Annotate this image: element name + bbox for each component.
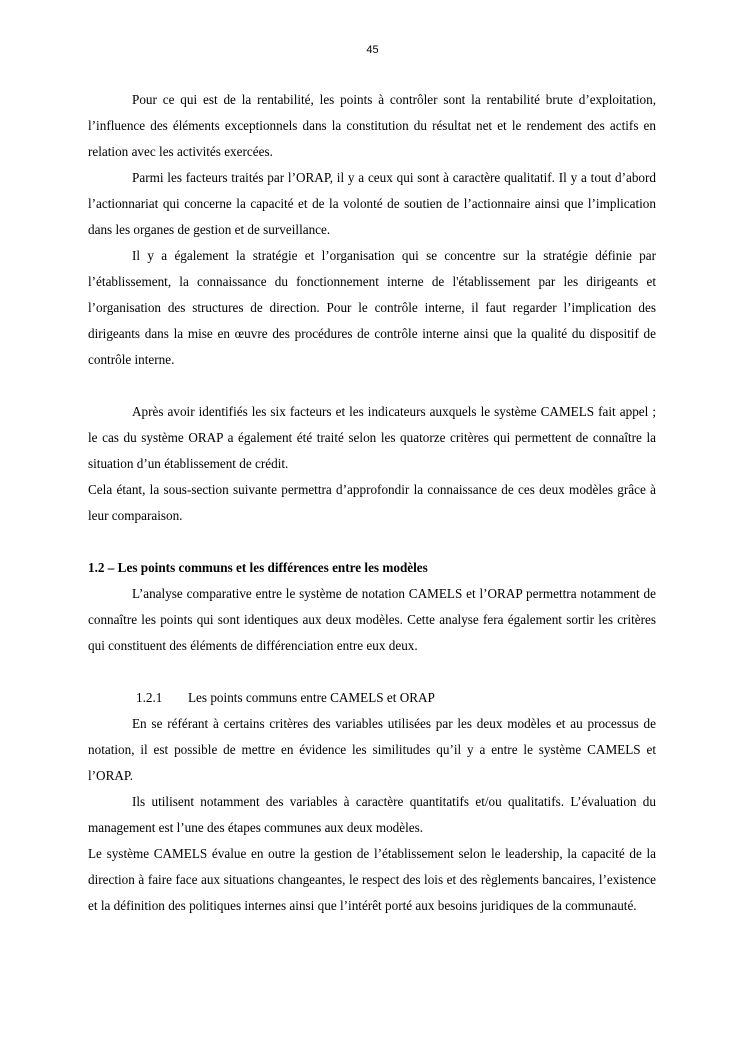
paragraph-gap xyxy=(88,529,656,555)
paragraph-strategie-organisation: Il y a également la stratégie et l’organisation qui se concentre sur la stratégie définie par l’établissement, la connaissance du fonctionnement interne de l'établissement par les dirigeants et l’organisation des structures de direction. Pour le contrôle interne, il faut regarder l’implication des dirigeants dans la mise en œuvre des procédures de contrôle interne ainsi que la qualité du dispositif de contrôle interne. xyxy=(88,248,656,367)
paragraph-evaluation-management: Le système CAMELS évalue en outre la gestion de l’établissement selon le leadership, la capacité de la direction à faire face aux situations changeantes, le respect des lois et des règlements bancaires, l’existence et la définition des politiques internes ainsi que l’intérêt porté aux besoins juridiques de la communauté. xyxy=(88,846,656,913)
paragraph-recapitulatif: Après avoir identifiés les six facteurs et les indicateurs auxquels le système CAMELS fait appel ; le cas du système ORAP a également été traité selon les quatorze critères qui permettent de connaître la situation d’un établissement de crédit. xyxy=(88,404,656,471)
page-number: 45 xyxy=(366,44,379,56)
subsection-number: 1.2.1 xyxy=(136,690,163,705)
paragraph-similitudes: En se référant à certains critères des variables utilisées par les deux modèles et au processus de notation, il est possible de mettre en évidence les similitudes qu’il y a entre le système CAMELS et l’ORAP. xyxy=(88,716,656,783)
paragraph-gap xyxy=(88,373,656,399)
document-body xyxy=(88,87,656,919)
paragraph-rentabilite: Pour ce qui est de la rentabilité, les points à contrôler sont la rentabilité brute d’exploitation, l’influence des éléments exceptionnels dans la constitution du résultat net et le rendement des actifs en relation avec les activités exercées. xyxy=(88,92,656,159)
paragraph-analyse-comparative: L’analyse comparative entre le système de notation CAMELS et l’ORAP permettra notamment de connaître les points qui sont identiques aux deux modèles. Cette analyse fera également sortir les critères qui constituent des éléments de différenciation entre eux deux. xyxy=(88,586,656,653)
paragraph-gap xyxy=(88,659,656,685)
section-heading: 1.2 – Les points communs et les différences entre les modèles xyxy=(88,560,428,575)
subsection-title: Les points communs entre CAMELS et ORAP xyxy=(188,690,435,705)
paragraph-transition: Cela étant, la sous-section suivante permettra d’approfondir la connaissance de ces deux modèles grâce à leur comparaison. xyxy=(88,482,656,523)
paragraph-variables: Ils utilisent notamment des variables à caractère quantitatifs et/ou qualitatifs. L’évaluation du management est l’une des étapes communes aux deux modèles. xyxy=(88,794,656,835)
subsection-heading xyxy=(88,685,656,711)
paragraph-facteurs-qualitatifs: Parmi les facteurs traités par l’ORAP, il y a ceux qui sont à caractère qualitatif. Il y a tout d’abord l’actionnariat qui concerne la capacité et de la volonté de soutien de l’actionnaire ainsi que l’implication dans les organes de gestion et de surveillance. xyxy=(88,170,656,237)
